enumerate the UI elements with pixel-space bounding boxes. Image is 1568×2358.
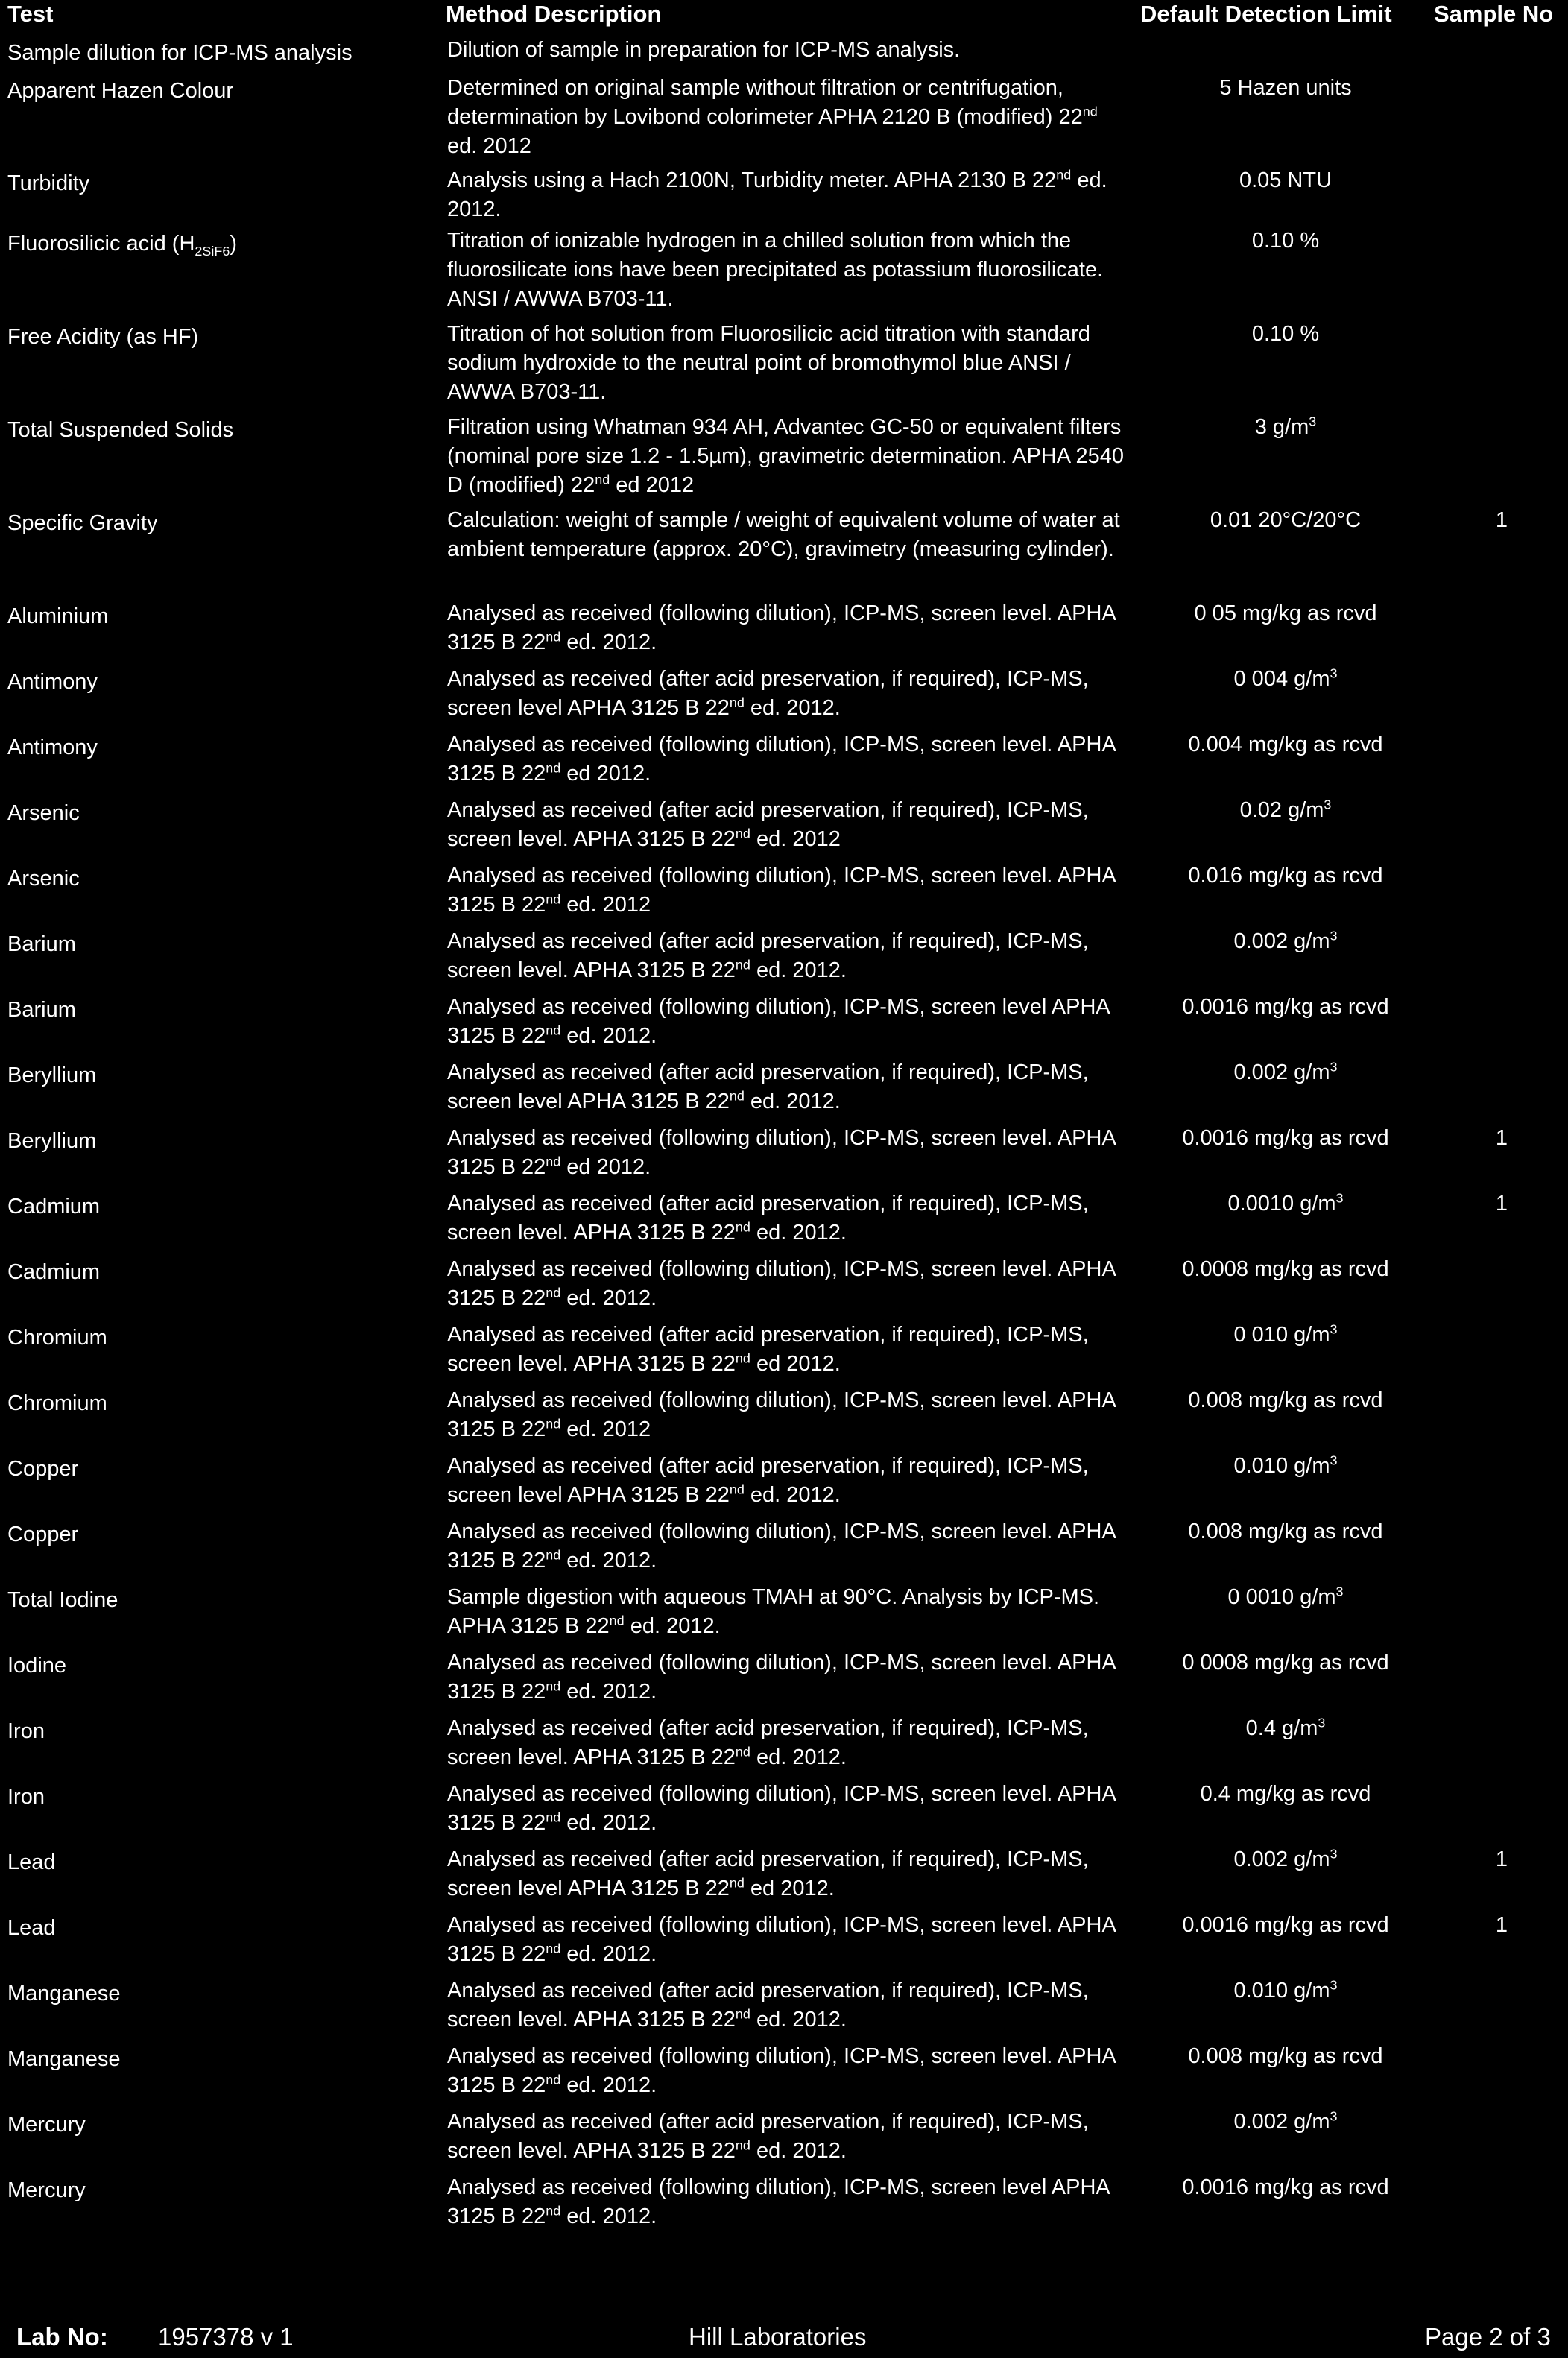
detection-limit: 0 0008 mg/kg as rcvd	[1182, 1651, 1389, 1675]
table-row	[0, 1714, 1568, 1780]
method-description: Analysed as received (after acid preservation, if required), ICP-MS, screen level APHA 3125 B 22nd ed. 2012.	[447, 1061, 1089, 1113]
detection-limit: 5 Hazen units	[1219, 76, 1352, 100]
detection-limit: 0.002 $g/m^3$	[1233, 2108, 1338, 2134]
detection-limit: 0.10 %	[1251, 322, 1320, 346]
test-name: Free Acidity (as HF)	[7, 325, 199, 349]
test-name: Fluorosilicic acid $(H_{2SiF6})$	[7, 232, 238, 259]
method-description: Analysed as received (following dilution), ICP-MS, screen level. APHA 3125 B 22nd ed 2012.	[447, 733, 1116, 786]
test-name: Total Iodine	[7, 1588, 118, 1612]
test-name: Beryllium	[7, 1063, 97, 1087]
method-description: Analysed as received (following dilution), ICP-MS, screen level. APHA 3125 B 22nd ed 2012.	[447, 1126, 1116, 1179]
detection-limit: 0.002 $g/m^3$	[1233, 928, 1338, 953]
test-name: Manganese	[7, 1982, 121, 2005]
detection-limit: 0.002 $g/m^3$	[1233, 1059, 1338, 1084]
table-row	[0, 1124, 1568, 1189]
table-row	[0, 1321, 1568, 1386]
method-description: Analysed as received (after acid preservation, if required), ICP-MS, screen level APHA 3125 B 22nd ed 2012.	[447, 1847, 1089, 1900]
method-description: Analysed as received (following dilution), ICP-MS, screen level. APHA 3125 B 22nd ed. 2012	[447, 864, 1116, 917]
detection-limit: 0.004 mg/kg as rcvd	[1188, 733, 1383, 756]
test-name: Total Suspended Solids	[7, 418, 234, 442]
table-row	[0, 2173, 1568, 2239]
method-description: Sample digestion with aqueous TMAH at 90°C. Analysis by ICP-MS. APHA 3125 B 22nd ed. 2012.	[447, 1585, 1100, 1638]
table-row	[0, 1911, 1568, 1976]
detection-limit: 0.0016 mg/kg as rcvd	[1182, 1913, 1389, 1937]
table-row	[0, 1649, 1568, 1714]
test-name: Chromium	[7, 1326, 107, 1350]
lab-name: Hill Laboratories	[689, 2323, 867, 2351]
test-name: Sample dilution for ICP-MS analysis	[7, 41, 353, 65]
table-row	[0, 506, 1568, 599]
table-row	[0, 1058, 1568, 1124]
test-name: Iron	[7, 1719, 45, 1743]
test-name: Mercury	[7, 2113, 86, 2137]
table-row	[0, 1845, 1568, 1911]
test-name: Manganese	[7, 2047, 121, 2071]
test-name: Barium	[7, 998, 76, 1022]
sample-number: 1	[1495, 1847, 1508, 1871]
page-number: Page 2 of 3	[1425, 2323, 1551, 2351]
detection-limit: 0 004 $g/m^3$	[1233, 666, 1338, 691]
test-name: Aluminium	[7, 604, 109, 628]
detection-limit: 0 010 $g/m^3$	[1233, 1321, 1338, 1347]
table-row	[0, 36, 1568, 74]
detection-limit: 0.0016 mg/kg as rcvd	[1182, 995, 1389, 1019]
sample-number: 1	[1495, 508, 1508, 532]
table-row	[0, 862, 1568, 927]
header-test: Test	[7, 1, 54, 27]
method-description: Analysed as received (following dilution), ICP-MS, screen level. APHA 3125 B 22nd ed. 2012.	[447, 1257, 1116, 1310]
sample-number: 1	[1495, 1913, 1508, 1937]
test-name: Lead	[7, 1850, 56, 1874]
test-name: Antimony	[7, 670, 98, 694]
detection-limit: 0.010 $g/m^3$	[1233, 1453, 1338, 1478]
method-description: Analysed as received (following dilution), ICP-MS, screen level. APHA 3125 B 22nd ed. 2012.	[447, 1913, 1116, 1966]
test-name: Arsenic	[7, 801, 80, 825]
method-description: Dilution of sample in preparation for ICP-MS analysis.	[447, 38, 961, 62]
method-description: Analysed as received (after acid preservation, if required), ICP-MS, screen level. APHA 3125 B 22nd ed. 2012.	[447, 1192, 1089, 1245]
table-row	[0, 796, 1568, 862]
detection-limit: 0.4 mg/kg as rcvd	[1200, 1782, 1371, 1806]
table-row	[0, 2042, 1568, 2108]
header-method-description: Method Description	[446, 1, 662, 27]
table-row	[0, 2108, 1568, 2173]
sample-number: 1	[1495, 1192, 1508, 1216]
method-description: Analysis using a Hach 2100N, Turbidity meter. APHA 2130 B 22nd ed. 2012.	[447, 167, 1107, 221]
detection-limit: 0.008 mg/kg as rcvd	[1188, 1388, 1383, 1412]
method-description: Analysed as received (following dilution), ICP-MS, screen level APHA 3125 B 22nd ed. 2012.	[447, 2175, 1110, 2228]
detection-limit: 3 $g/m^3$	[1254, 414, 1317, 439]
method-description: Titration of ionizable hydrogen in a chilled solution from which the fluorosilicate ions have been precipitated as potassium fluorosilicate. ANSI / AWWA B703-11.	[447, 229, 1104, 311]
detection-limit: 0.0008 mg/kg as rcvd	[1182, 1257, 1389, 1281]
header-sample-no: Sample No	[1434, 1, 1554, 27]
sample-number: 1	[1495, 1126, 1508, 1150]
method-description: Analysed as received (following dilution), ICP-MS, screen level. APHA 3125 B 22nd ed. 2012	[447, 1388, 1116, 1441]
detection-limit: 0.4 $g/m^3$	[1245, 1715, 1326, 1740]
table-row	[0, 993, 1568, 1058]
table-row	[0, 1255, 1568, 1321]
method-description: Analysed as received (after acid preservation, if required), ICP-MS, screen level. APHA 3125 B 22nd ed 2012.	[447, 1323, 1089, 1376]
detection-limit: 0.002 $g/m^3$	[1233, 1846, 1338, 1871]
test-name: Iodine	[7, 1654, 67, 1678]
table-row	[0, 927, 1568, 993]
test-name: Cadmium	[7, 1260, 101, 1284]
detection-limit: 0.008 mg/kg as rcvd	[1188, 1520, 1383, 1543]
table-row	[0, 1386, 1568, 1452]
method-description: Analysed as received (following dilution), ICP-MS, screen level APHA 3125 B 22nd ed. 2012.	[447, 995, 1110, 1048]
table-row	[0, 1452, 1568, 1517]
header-default-detection-limit: Default Detection Limit	[1140, 1, 1392, 27]
lab-no-label: Lab No:	[16, 2323, 108, 2351]
table-row	[0, 1583, 1568, 1649]
detection-limit: 0.016 mg/kg as rcvd	[1188, 864, 1383, 888]
method-description: Titration of hot solution from Fluorosilicic acid titration with standard sodium hydroxide to the neutral point of bromothymol blue ANSI / AWWA B703-11.	[447, 322, 1090, 404]
test-name: Mercury	[7, 2178, 86, 2202]
table-row	[0, 1780, 1568, 1845]
test-name: Turbidity	[7, 171, 90, 195]
method-description: Determined on original sample without filtration or centrifugation, determination by Lovibond colorimeter APHA 2120 B (modified) 22nd ed. 2012	[447, 76, 1098, 158]
detection-limit: 0.008 mg/kg as rcvd	[1188, 2044, 1383, 2068]
test-name: Arsenic	[7, 867, 80, 891]
detection-limit: 0.0016 mg/kg as rcvd	[1182, 1126, 1389, 1150]
test-name: Antimony	[7, 736, 98, 759]
test-name: Cadmium	[7, 1195, 101, 1218]
test-name: Lead	[7, 1916, 56, 1940]
method-description: Analysed as received (after acid preservation, if required), ICP-MS, screen level APHA 3125 B 22nd ed. 2012.	[447, 1454, 1089, 1507]
table-row	[0, 730, 1568, 796]
detection-limit: 0.010 $g/m^3$	[1233, 1977, 1338, 2003]
test-name: Apparent Hazen Colour	[7, 79, 234, 103]
detection-limit: 0 05 mg/kg as rcvd	[1194, 601, 1377, 625]
method-description: Analysed as received (after acid preservation, if required), ICP-MS, screen level. APHA 3125 B 22nd ed. 2012.	[447, 1716, 1089, 1769]
detection-limit: 0 0010 $g/m^3$	[1227, 1584, 1344, 1609]
table-row	[0, 1976, 1568, 2042]
table-row	[0, 1189, 1568, 1255]
method-description: Analysed as received (following dilution), ICP-MS, screen level. APHA 3125 B 22nd ed. 2012.	[447, 601, 1116, 654]
detection-limit: 0.10 %	[1251, 229, 1320, 253]
test-name: Iron	[7, 1785, 45, 1809]
method-description: Analysed as received (after acid preservation, if required), ICP-MS, screen level. APHA 3125 B 22nd ed. 2012	[447, 798, 1089, 851]
table-row	[0, 665, 1568, 730]
lab-no-value: 1957378 v 1	[158, 2323, 294, 2351]
detection-limit: 0.02 $g/m^3$	[1239, 797, 1332, 822]
test-name: Barium	[7, 932, 76, 956]
test-name: Chromium	[7, 1391, 107, 1415]
table-row	[0, 166, 1568, 227]
test-name: Beryllium	[7, 1129, 97, 1153]
table-row	[0, 320, 1568, 413]
table-row	[0, 227, 1568, 320]
method-description: Filtration using Whatman 934 AH, Advantec GC-50 or equivalent filters (nominal pore size 1.2 - 1.5µm), gravimetric determination. APHA 2540 D (modified) 22nd ed 2012	[447, 415, 1125, 497]
test-name: Copper	[7, 1457, 79, 1481]
table-row	[0, 413, 1568, 506]
detection-limit: 0.05 NTU	[1239, 168, 1333, 192]
method-description: Analysed as received (following dilution), ICP-MS, screen level. APHA 3125 B 22nd ed. 2012.	[447, 1520, 1116, 1572]
method-description: Analysed as received (after acid preservation, if required), ICP-MS, screen level. APHA 3125 B 22nd ed. 2012.	[447, 929, 1089, 982]
test-name: Specific Gravity	[7, 511, 158, 535]
detection-limit: 0.01 20°C/20°C	[1210, 508, 1362, 532]
table-row	[0, 1517, 1568, 1583]
method-description: Analysed as received (following dilution), ICP-MS, screen level. APHA 3125 B 22nd ed. 2012.	[447, 1651, 1116, 1704]
method-description: Analysed as received (after acid preservation, if required), ICP-MS, screen level. APHA 3125 B 22nd ed. 2012.	[447, 2110, 1089, 2163]
method-description: Calculation: weight of sample / weight of equivalent volume of water at ambient temperature (approx. 20°C), gravimetry (measuring cylinder).	[447, 508, 1120, 561]
method-table	[0, 36, 1568, 2239]
detection-limit: 0.0010 $g/m^3$	[1227, 1190, 1344, 1216]
table-row	[0, 599, 1568, 665]
method-description: Analysed as received (after acid preservation, if required), ICP-MS, screen level APHA 3125 B 22nd ed. 2012.	[447, 667, 1089, 720]
test-name: Copper	[7, 1523, 79, 1546]
table-row	[0, 74, 1568, 166]
detection-limit: 0.0016 mg/kg as rcvd	[1182, 2175, 1389, 2199]
method-description: Analysed as received (after acid preservation, if required), ICP-MS, screen level. APHA 3125 B 22nd ed. 2012.	[447, 1979, 1089, 2032]
method-description: Analysed as received (following dilution), ICP-MS, screen level. APHA 3125 B 22nd ed. 2012.	[447, 2044, 1116, 2097]
method-description: Analysed as received (following dilution), ICP-MS, screen level. APHA 3125 B 22nd ed. 2012.	[447, 1782, 1116, 1835]
